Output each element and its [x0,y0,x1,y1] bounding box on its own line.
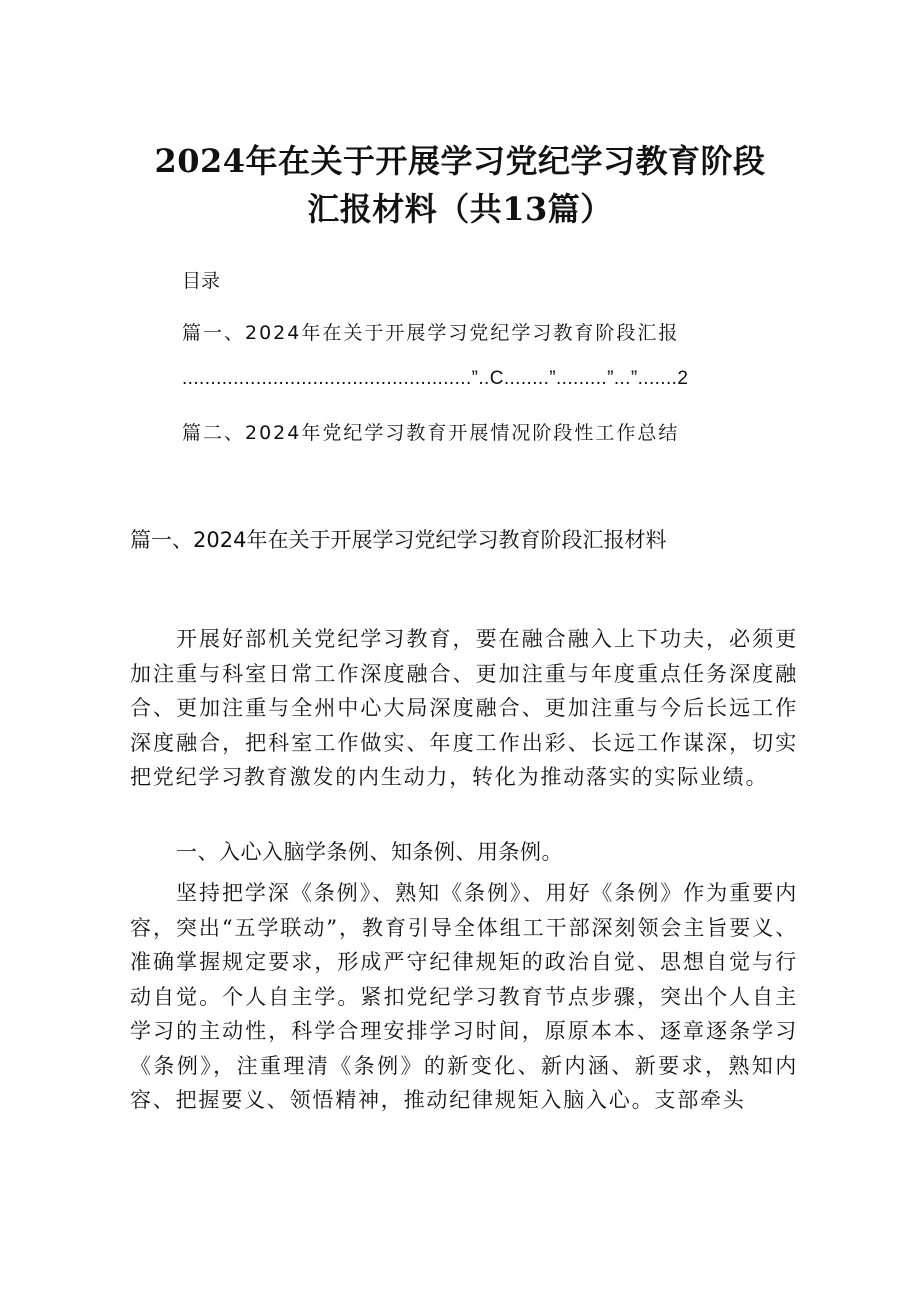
document-title-line-2: 汇报材料（共13篇） [307,190,613,228]
body-paragraph-2: 坚持把学深《条例》、熟知《条例》、用好《条例》作为重要内容，突出“五学联动”，教育引导全体组工干部深刻领会主旨要义、准确掌握规定要求，形成严守纪律规矩的政治自觉、思想自觉与行动自觉。个人自主学。紧扣党纪学习教育节点步骤，突出个人自主学习的主动性，科学合理安排学习时间，原原本本、逐章逐条学习《条例》，注重理清《条例》的新变化、新内涵、新要求，熟知内容、把握要义、领悟精神，推动纪律规矩入脑入心。支部牵头 [130,881,798,1112]
toc-item-1-leader: ...................................................”..C........”.........”...”.......2 [182,368,689,389]
toc-item-2[interactable]: 篇二、2024年党纪学习教育开展情况阶段性工作总结 [182,422,680,444]
toc-item-1[interactable]: 篇一、2024年在关于开展学习党纪学习教育阶段汇报 [182,322,680,344]
document-title-line-1: 2024年在关于开展学习党纪学习教育阶段 [154,142,766,180]
section-heading: 篇一、2024年在关于开展学习党纪学习教育阶段汇报材料 [130,528,667,552]
toc-heading: 目录 [182,270,221,292]
subheading-1: 一、入心入脑学条例、知条例、用条例。 [176,840,563,864]
body-paragraph-1: 开展好部机关党纪学习教育，要在融合融入上下功夫，必须更加注重与科室日常工作深度融合、更加注重与年度重点任务深度融合、更加注重与全州中心大局深度融合、更加注重与今后长远工作深度融合，把科室工作做实、年度工作出彩、长远工作谋深，切实把党纪学习教育激发的内生动力，转化为推动落实的实际业绩。 [130,627,798,789]
